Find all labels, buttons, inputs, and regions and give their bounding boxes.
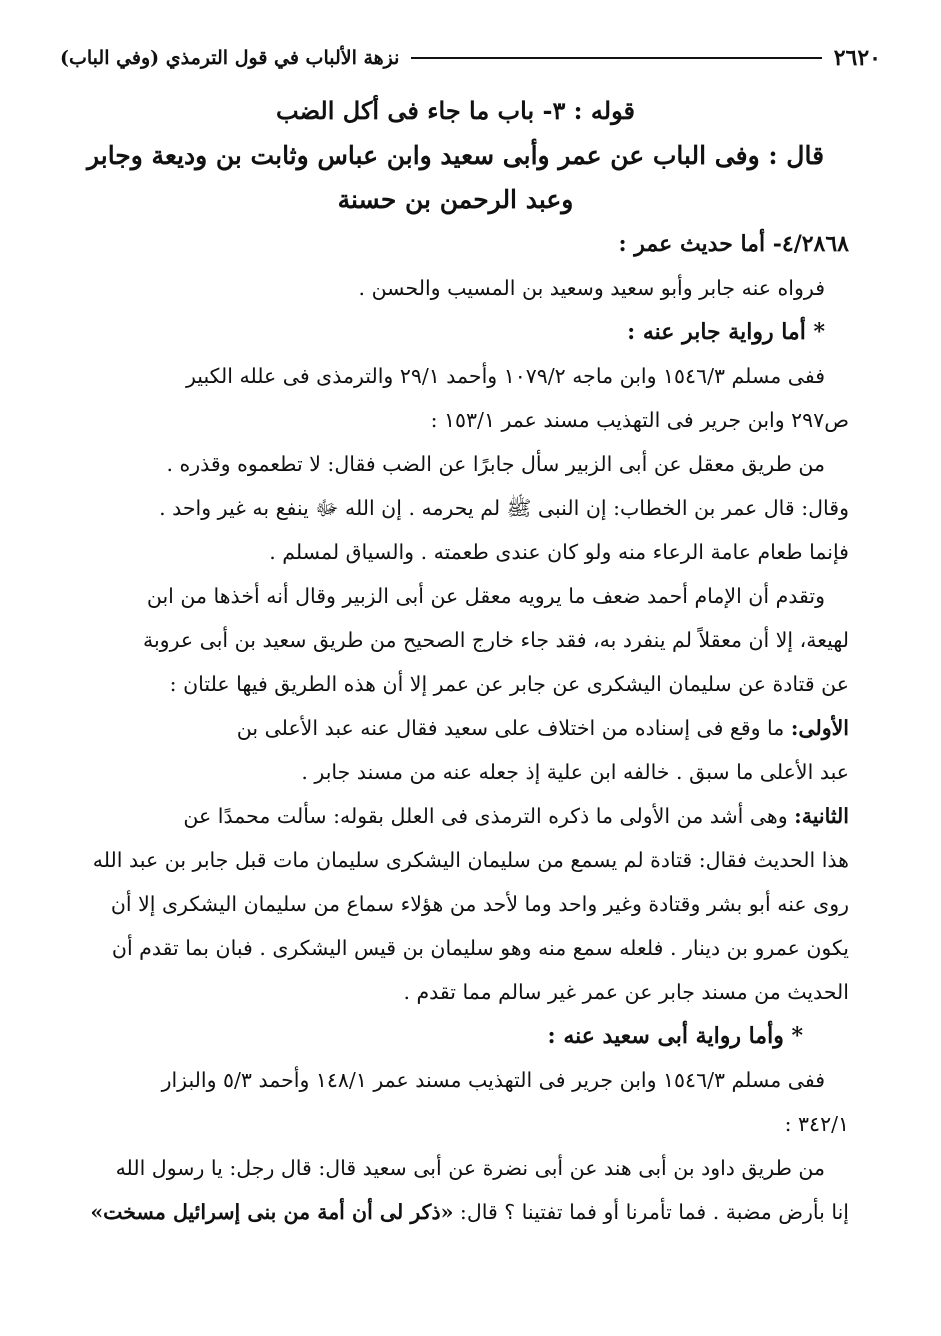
second-defect-text: وهى أشد من الأولى ما ذكره الترمذى فى العلل بقوله: سألت محمدًا عن (183, 804, 795, 828)
second-defect-line-3: روى عنه أبو بشر وقتادة وغير واحد وما لأحد من هؤلاء سماع من سليمان اليشكرى إلا أن (110, 892, 849, 916)
jabir-line-8: عن قتادة عن سليمان اليشكرى عن جابر عن عمر إلا أن هذه الطريق فيها علتان : (169, 672, 849, 696)
abu-said-quote: «ذكر لى أن أمة من بنى إسرائيل مسخت» (90, 1200, 454, 1224)
abu-said-line-4 (62, 1190, 849, 1234)
abu-said-line-4-text: إنا بأرض مضبة . فما تأمرنا أو فما تفتينا ؟ قال: (453, 1200, 849, 1224)
jabir-line-3: من طريق معقل عن أبى الزبير سأل جابرًا عن الضب فقال: لا تطعموه وقذره . (166, 452, 825, 476)
page-number: ٢٦٢٠ (833, 45, 881, 71)
chapter-heading: قوله : ٣- باب ما جاء فى أكل الضب (276, 96, 635, 125)
second-defect-line-4: يكون عمرو بن دينار . فلعله سمع منه وهو سليمان بن قيس اليشكرى . فبان بما تقدم أن (111, 936, 849, 960)
second-defect-label: الثانية: (794, 804, 849, 828)
first-defect-text: ما وقع فى إسناده من اختلاف على سعيد فقال عنه عبد الأعلى بن (236, 716, 791, 740)
abu-said-section-title: * وأما رواية أبى سعيد عنه : (547, 1023, 803, 1049)
running-title: نزهة الألباب في قول الترمذي (وفي الباب) (60, 47, 400, 69)
abu-said-line-2: ٣٤٢/١ : (784, 1112, 849, 1136)
abu-said-line-1: ففى مسلم ١٥٤٦/٣ وابن جرير فى التهذيب مسند عمر ١٤٨/١ وأحمد ٥/٣ والبزار (161, 1068, 825, 1092)
qala-heading-line-2: وعبد الرحمن بن حسنة (337, 185, 574, 214)
jabir-line-1: ففى مسلم ١٥٤٦/٣ وابن ماجه ١٠٧٩/٢ وأحمد ٢٩/١ والترمذى فى علله الكبير (186, 364, 825, 388)
header-rule (411, 57, 821, 59)
jabir-section-title: * أما رواية جابر عنه : (627, 319, 825, 345)
qala-heading-line-1: قال : وفى الباب عن عمر وأبى سعيد وابن عباس وثابت بن وديعة وجابر (86, 141, 825, 170)
jabir-line-6: وتقدم أن الإمام أحمد ضعف ما يرويه معقل عن أبى الزبير وقال أنه أخذها من ابن (146, 584, 825, 608)
first-defect-line-2: عبد الأعلى ما سبق . خالفه ابن علية إذ جعله عنه من مسند جابر . (301, 760, 849, 784)
second-defect-line-5: الحديث من مسند جابر عن عمر غير سالم مما تقدم . (403, 980, 849, 1004)
first-defect-line-1 (62, 706, 849, 750)
second-defect-line-1 (62, 794, 849, 838)
jabir-line-4: وقال: قال عمر بن الخطاب: إن النبى ﷺ لم يحرمه . إن الله ﷻ ينفع به غير واحد . (159, 496, 849, 520)
jabir-line-5: فإنما طعام عامة الرعاء منه ولو كان عندى طعمته . والسياق لمسلم . (269, 540, 849, 564)
umar-section-title: ٤/٢٨٦٨- أما حديث عمر : (618, 231, 849, 257)
first-defect-label: الأولى: (790, 716, 849, 740)
page-header (60, 38, 881, 78)
abu-said-line-3: من طريق داود بن أبى هند عن أبى نضرة عن أبى سعيد قال: قال رجل: يا رسول الله (115, 1156, 825, 1180)
jabir-line-7: لهيعة، إلا أن معقلاً لم ينفرد به، فقد جاء خارج الصحيح من طريق سعيد بن أبى عروبة (142, 628, 849, 652)
second-defect-line-2: هذا الحديث فقال: قتادة لم يسمع من سليمان اليشكرى سليمان مات قبل جابر بن عبد الله (92, 848, 849, 872)
page-body (62, 88, 849, 1234)
jabir-line-2: ص٢٩٧ وابن جرير فى التهذيب مسند عمر ١٥٣/١ : (430, 408, 849, 432)
umar-narrators: فرواه عنه جابر وأبو سعيد وسعيد بن المسيب والحسن . (358, 276, 825, 300)
